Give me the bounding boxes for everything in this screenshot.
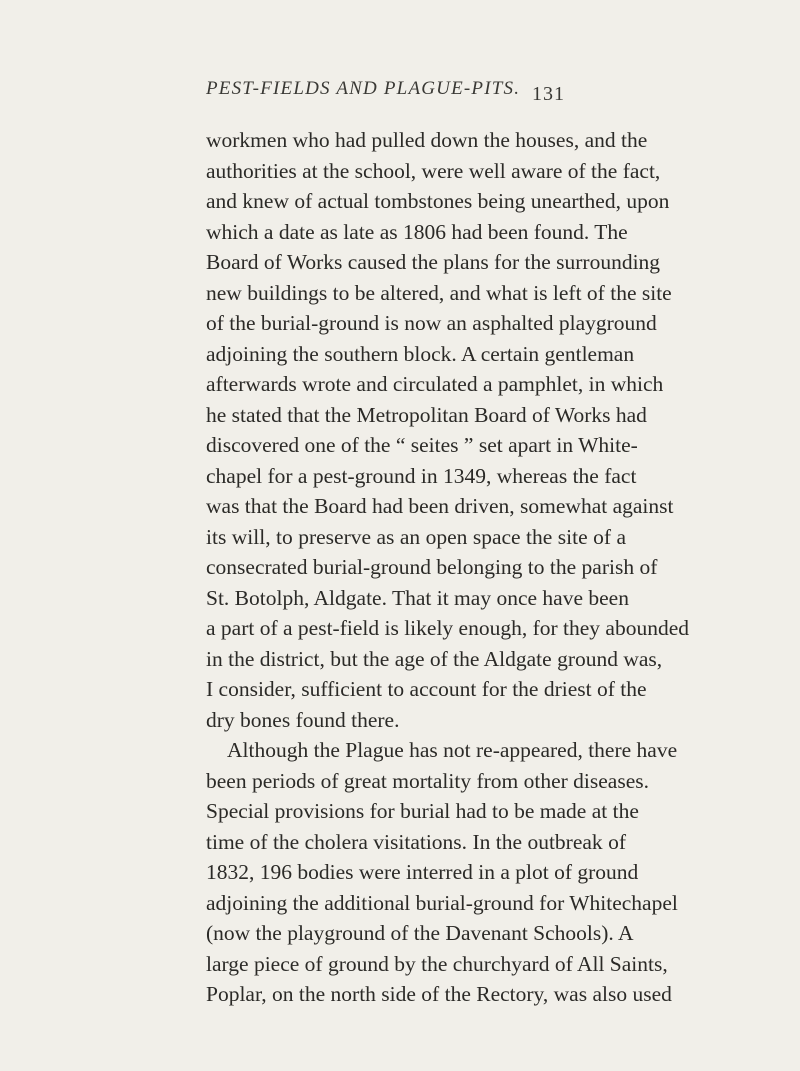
text-line: which a date as late as 1806 had been found. The bbox=[206, 219, 628, 244]
text-line: authorities at the school, were well aware of the fact, bbox=[206, 158, 661, 183]
text-line: Poplar, on the north side of the Rectory, was also used bbox=[206, 982, 672, 1006]
text-line: in the district, but the age of the Aldgate ground was, bbox=[206, 646, 663, 671]
text-line: Board of Works caused the plans for the surrounding bbox=[206, 250, 661, 274]
body-text bbox=[206, 125, 690, 1010]
text-line: Although the Plague has not re-appeared, there have bbox=[227, 738, 678, 762]
text-line: chapel for a pest-ground in 1349, whereas the fact bbox=[206, 463, 637, 488]
text-line: large piece of ground by the churchyard of All Saints, bbox=[206, 951, 668, 976]
text-line: afterwards wrote and circulated a pamphlet, in which bbox=[206, 372, 664, 396]
text-line: dry bones found there. bbox=[206, 707, 400, 732]
text-line: St. Botolph, Aldgate. That it may once have been bbox=[206, 585, 629, 610]
text-line: Special provisions for burial had to be made at the bbox=[206, 799, 639, 823]
text-line: time of the cholera visitations. In the outbreak of bbox=[206, 829, 626, 854]
text-line: adjoining the southern block. A certain gentleman bbox=[206, 341, 635, 366]
text-line: discovered one of the “ seites ” set apart in White- bbox=[206, 433, 638, 457]
page-number: 131 bbox=[532, 83, 565, 105]
text-line: its will, to preserve as an open space the site of a bbox=[206, 524, 626, 549]
text-line: a part of a pest-field is likely enough, for they abounded bbox=[206, 616, 690, 640]
text-line: 1832, 196 bodies were interred in a plot of ground bbox=[206, 860, 639, 884]
text-line: been periods of great mortality from other diseases. bbox=[206, 768, 649, 793]
text-line: adjoining the additional burial-ground for Whitechapel bbox=[206, 890, 678, 915]
text-line: I consider, sufficient to account for the driest of the bbox=[206, 677, 647, 701]
text-line: workmen who had pulled down the houses, and the bbox=[206, 128, 648, 152]
text-line: and knew of actual tombstones being unearthed, upon bbox=[206, 189, 670, 213]
text-line: new buildings to be altered, and what is left of the site bbox=[206, 280, 672, 305]
text-line: was that the Board had been driven, somewhat against bbox=[206, 494, 674, 518]
text-line: of the burial-ground is now an asphalted playground bbox=[206, 311, 657, 335]
running-title: PEST-FIELDS AND PLAGUE-PITS. bbox=[206, 78, 521, 99]
running-head bbox=[0, 78, 800, 108]
text-line: consecrated burial-ground belonging to the parish of bbox=[206, 555, 658, 579]
text-line: (now the playground of the Davenant Schools). A bbox=[206, 921, 634, 945]
text-line: he stated that the Metropolitan Board of Works had bbox=[206, 402, 647, 427]
